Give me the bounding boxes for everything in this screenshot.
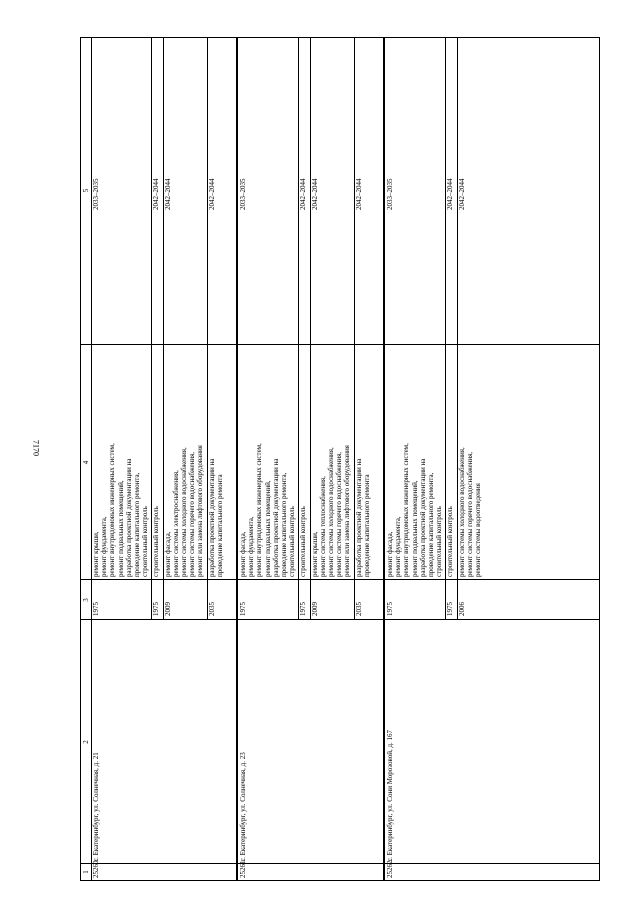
work-item: проведение капитального ремонта, <box>132 472 141 577</box>
work-item: ремонт крыши, <box>310 531 319 577</box>
work-list <box>386 443 443 577</box>
col-4-number: 4 <box>82 460 90 465</box>
work-list <box>299 506 307 577</box>
repair-period: 2033–2035 <box>92 178 100 210</box>
repair-period: 2042–2044 <box>207 178 216 210</box>
work-item: ремонт системы горячего водоснабжения, <box>465 451 474 577</box>
col-1-number: 1 <box>82 870 90 874</box>
work-item: строительный контроль <box>152 506 161 577</box>
repair-period: 2042–2044 <box>152 178 161 210</box>
work-item: разработка проектной документации на <box>418 458 427 577</box>
work-item: ремонт или замена лифтового оборудования <box>196 445 205 577</box>
work-item: ремонт фундамента, <box>394 516 403 577</box>
work-list <box>239 443 296 577</box>
work-item: проведение капитального ремонта <box>215 474 224 577</box>
work-item: ремонт подвальных помещений, <box>116 480 125 577</box>
work-item: разработка проектной документации на <box>271 458 280 577</box>
work-list <box>152 506 160 577</box>
work-item: ремонт системы горячего водоснабжения, <box>188 451 197 577</box>
repair-schedule-table <box>80 37 600 881</box>
build-year: 2009 <box>163 602 172 616</box>
work-item: ремонт крыши, <box>92 531 100 577</box>
build-year: 2035 <box>354 602 363 616</box>
work-item: ремонт фасада, <box>163 531 172 577</box>
work-item: проведение капитального ремонта <box>362 474 371 577</box>
repair-period: 2042–2044 <box>163 178 172 210</box>
build-year: 1975 <box>92 602 100 616</box>
work-item: разработка проектной документации на <box>124 458 133 577</box>
work-item: ремонт фундамента, <box>247 516 256 577</box>
col-3-number: 3 <box>82 598 90 602</box>
row-number: 25261. <box>239 858 247 878</box>
repair-period: 2042–2044 <box>457 178 466 210</box>
repair-period: 2042–2044 <box>354 178 363 210</box>
work-item: проведение капитального ремонта, <box>426 472 435 577</box>
row-number: 25260. <box>92 858 100 878</box>
col-5-number: 5 <box>82 188 90 193</box>
work-item: ремонт внутридомовых инженерных систем, <box>108 443 117 577</box>
work-item: ремонт подвальных помещений, <box>410 480 419 577</box>
work-item: ремонт системы горячего водоснабжения, <box>335 451 344 577</box>
work-item: ремонт фундамента, <box>100 516 109 577</box>
repair-period: 2033–2035 <box>386 178 394 210</box>
build-year: 2035 <box>207 602 216 616</box>
work-item: строительный контроль <box>299 506 308 577</box>
address: г. Екатеринбург, ул. Сони Морозовой, д. 167 <box>386 729 394 861</box>
address: г. Екатеринбург, ул. Солнечная, д. 21 <box>92 752 100 861</box>
repair-period: 2042–2044 <box>446 178 455 210</box>
work-item: ремонт системы водоотведения <box>473 483 482 577</box>
repair-period: 2042–2044 <box>299 178 308 210</box>
work-item: строительный контроль <box>141 506 150 577</box>
work-list <box>208 459 224 577</box>
build-year: 2009 <box>310 602 319 616</box>
build-year: 1975 <box>299 602 308 616</box>
work-item: ремонт системы холодного водоснабжения, <box>179 447 188 577</box>
work-item: ремонт системы холодного водоснабжения, <box>457 447 466 577</box>
work-item: разработка проектной документации на <box>207 458 216 577</box>
build-year: 1975 <box>239 602 247 616</box>
build-year: 2006 <box>457 602 466 616</box>
work-item: ремонт подвальных помещений, <box>263 480 272 577</box>
work-item: разработка проектной документации на <box>354 458 363 577</box>
work-item: ремонт фасада, <box>386 531 394 577</box>
work-item: строительный контроль <box>435 506 444 577</box>
row-number: 25262. <box>386 858 394 878</box>
work-list <box>92 443 149 577</box>
work-item: строительный контроль <box>446 506 455 577</box>
work-item: проведение капитального ремонта, <box>279 472 288 577</box>
page-number: 7170 <box>31 440 41 456</box>
work-item: ремонт внутридомовых инженерных систем, <box>255 443 264 577</box>
work-item: ремонт системы электроснабжения, <box>171 470 180 577</box>
col-2-number: 2 <box>82 740 90 744</box>
work-item: ремонт фасада, <box>239 531 247 577</box>
build-year: 1975 <box>386 602 394 616</box>
work-list <box>164 445 205 577</box>
work-item: ремонт внутридомовых инженерных систем, <box>402 443 411 577</box>
work-item: строительный контроль <box>288 506 297 577</box>
column-number-header <box>81 38 92 880</box>
work-item: ремонт системы холодного водоснабжения, <box>326 447 335 577</box>
work-list <box>446 506 454 577</box>
work-list <box>311 445 352 577</box>
repair-period: 2033–2035 <box>239 178 247 210</box>
work-item: ремонт системы теплоснабжения, <box>318 476 327 577</box>
build-year: 1975 <box>152 602 161 616</box>
work-list <box>355 459 371 577</box>
repair-period: 2042–2044 <box>310 178 319 210</box>
work-item: ремонт или замена лифтового оборудования <box>343 445 352 577</box>
build-year: 1975 <box>446 602 455 616</box>
work-list <box>458 447 483 577</box>
address: г. Екатеринбург, ул. Солнечная, д. 23 <box>239 752 247 861</box>
